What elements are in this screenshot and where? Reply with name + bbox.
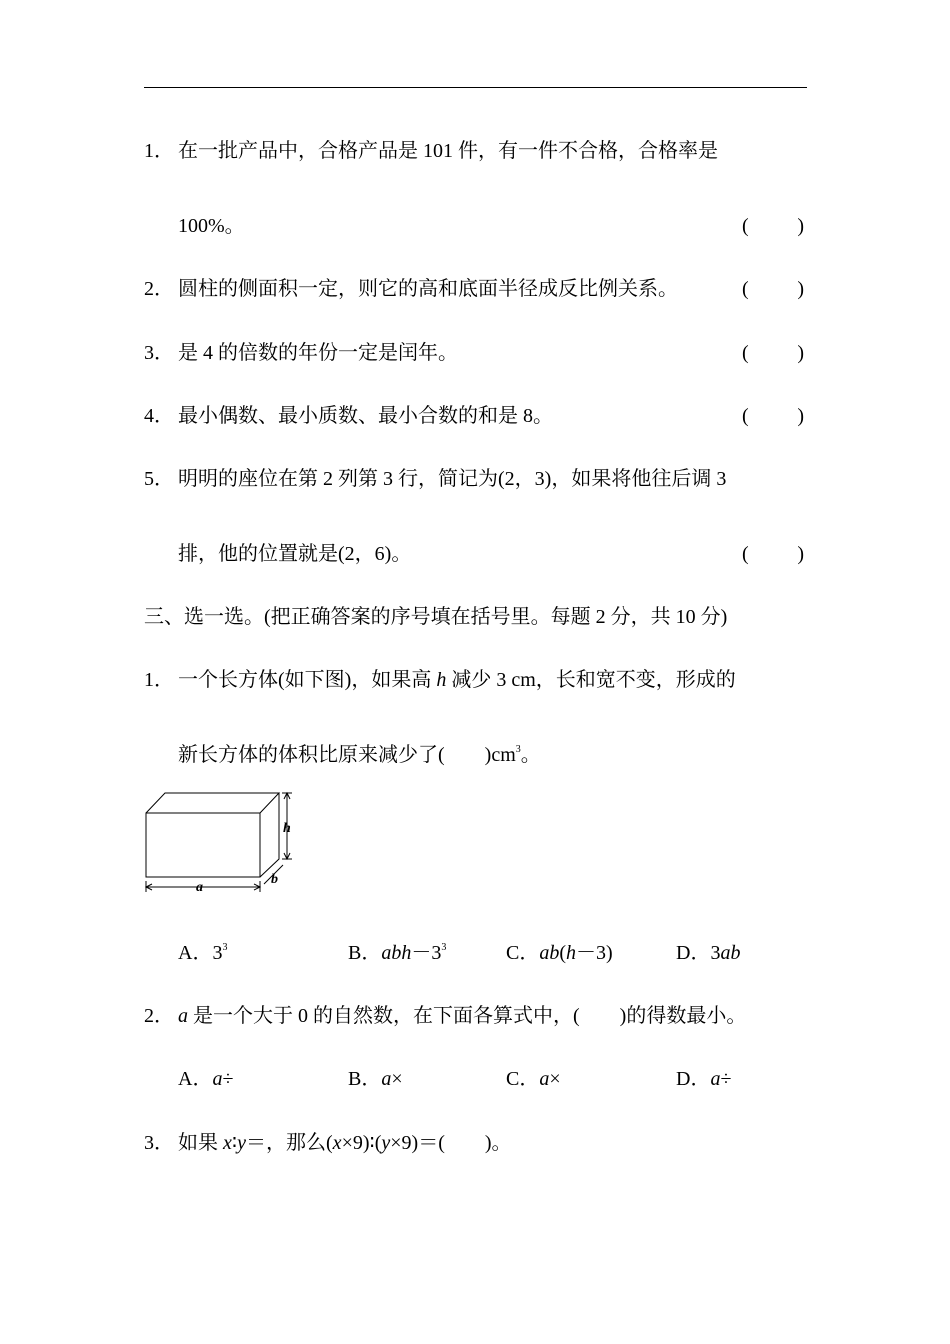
item-text: 明明的座位在第 2 列第 3 行，简记为(2，3)，如果将他往后调 3 <box>178 468 727 490</box>
item-text: 在一批产品中，合格产品是 101 件，有一件不合格，合格率是 <box>178 140 718 162</box>
item-text: 一个长方体(如下图)，如果高 h 减少 3 cm，长和宽不变，形成的 <box>178 669 736 691</box>
q1-option-b[interactable]: B．$abh-3^3$ <box>348 942 447 964</box>
label-b: b <box>271 872 278 887</box>
top-rule <box>144 87 807 88</box>
item-text: 如果 x∶y＝，那么(x×9)∶(y×9)＝( )。 <box>178 1132 512 1154</box>
item-number: 2． <box>144 1005 174 1027</box>
item-text-cont: 100%。 <box>178 215 245 237</box>
section-heading: 三、选一选。(把正确答案的序号填在括号里。每题 2 分，共 10 分) <box>144 606 728 628</box>
cuboid-figure <box>140 788 310 898</box>
cuboid-front-face <box>146 813 260 877</box>
item-number: 1． <box>144 140 174 162</box>
item-number: 5． <box>144 468 174 490</box>
label-a: a <box>196 880 203 895</box>
item-text: 圆柱的侧面积一定，则它的高和底面半径成反比例关系。 <box>178 278 678 300</box>
q1-option-d[interactable]: D．3ab <box>676 942 741 964</box>
item-number: 2． <box>144 278 174 300</box>
item-text: 最小偶数、最小质数、最小合数的和是 8。 <box>178 405 553 427</box>
item-text: a 是一个大于 0 的自然数，在下面各算式中，( )的得数最小。 <box>178 1005 747 1027</box>
cuboid-top-edge <box>146 793 279 813</box>
q2-option-b[interactable]: B．a× <box>348 1068 403 1090</box>
q2-option-c[interactable]: C．a× <box>506 1068 561 1090</box>
item-number: 1． <box>144 669 174 691</box>
label-h: h <box>283 821 291 836</box>
q2-option-d[interactable]: D．a÷ <box>676 1068 732 1090</box>
item-text-cont: 排，他的位置就是(2，6)。 <box>178 543 412 565</box>
cuboid-side-edge <box>260 793 279 877</box>
q2-option-a[interactable]: A．a÷ <box>178 1068 234 1090</box>
choice-q1-line2: 新长方体的体积比原来减少了( )$cm^3$。 <box>178 744 541 766</box>
item-number: 3． <box>144 1132 174 1154</box>
q1-option-a[interactable]: A．$3^3$ <box>178 942 228 964</box>
item-number: 4． <box>144 405 174 427</box>
item-text: 是 4 的倍数的年份一定是闰年。 <box>178 342 458 364</box>
item-number: 3． <box>144 342 174 364</box>
q1-option-c[interactable]: C．ab(h－3) <box>506 942 613 964</box>
